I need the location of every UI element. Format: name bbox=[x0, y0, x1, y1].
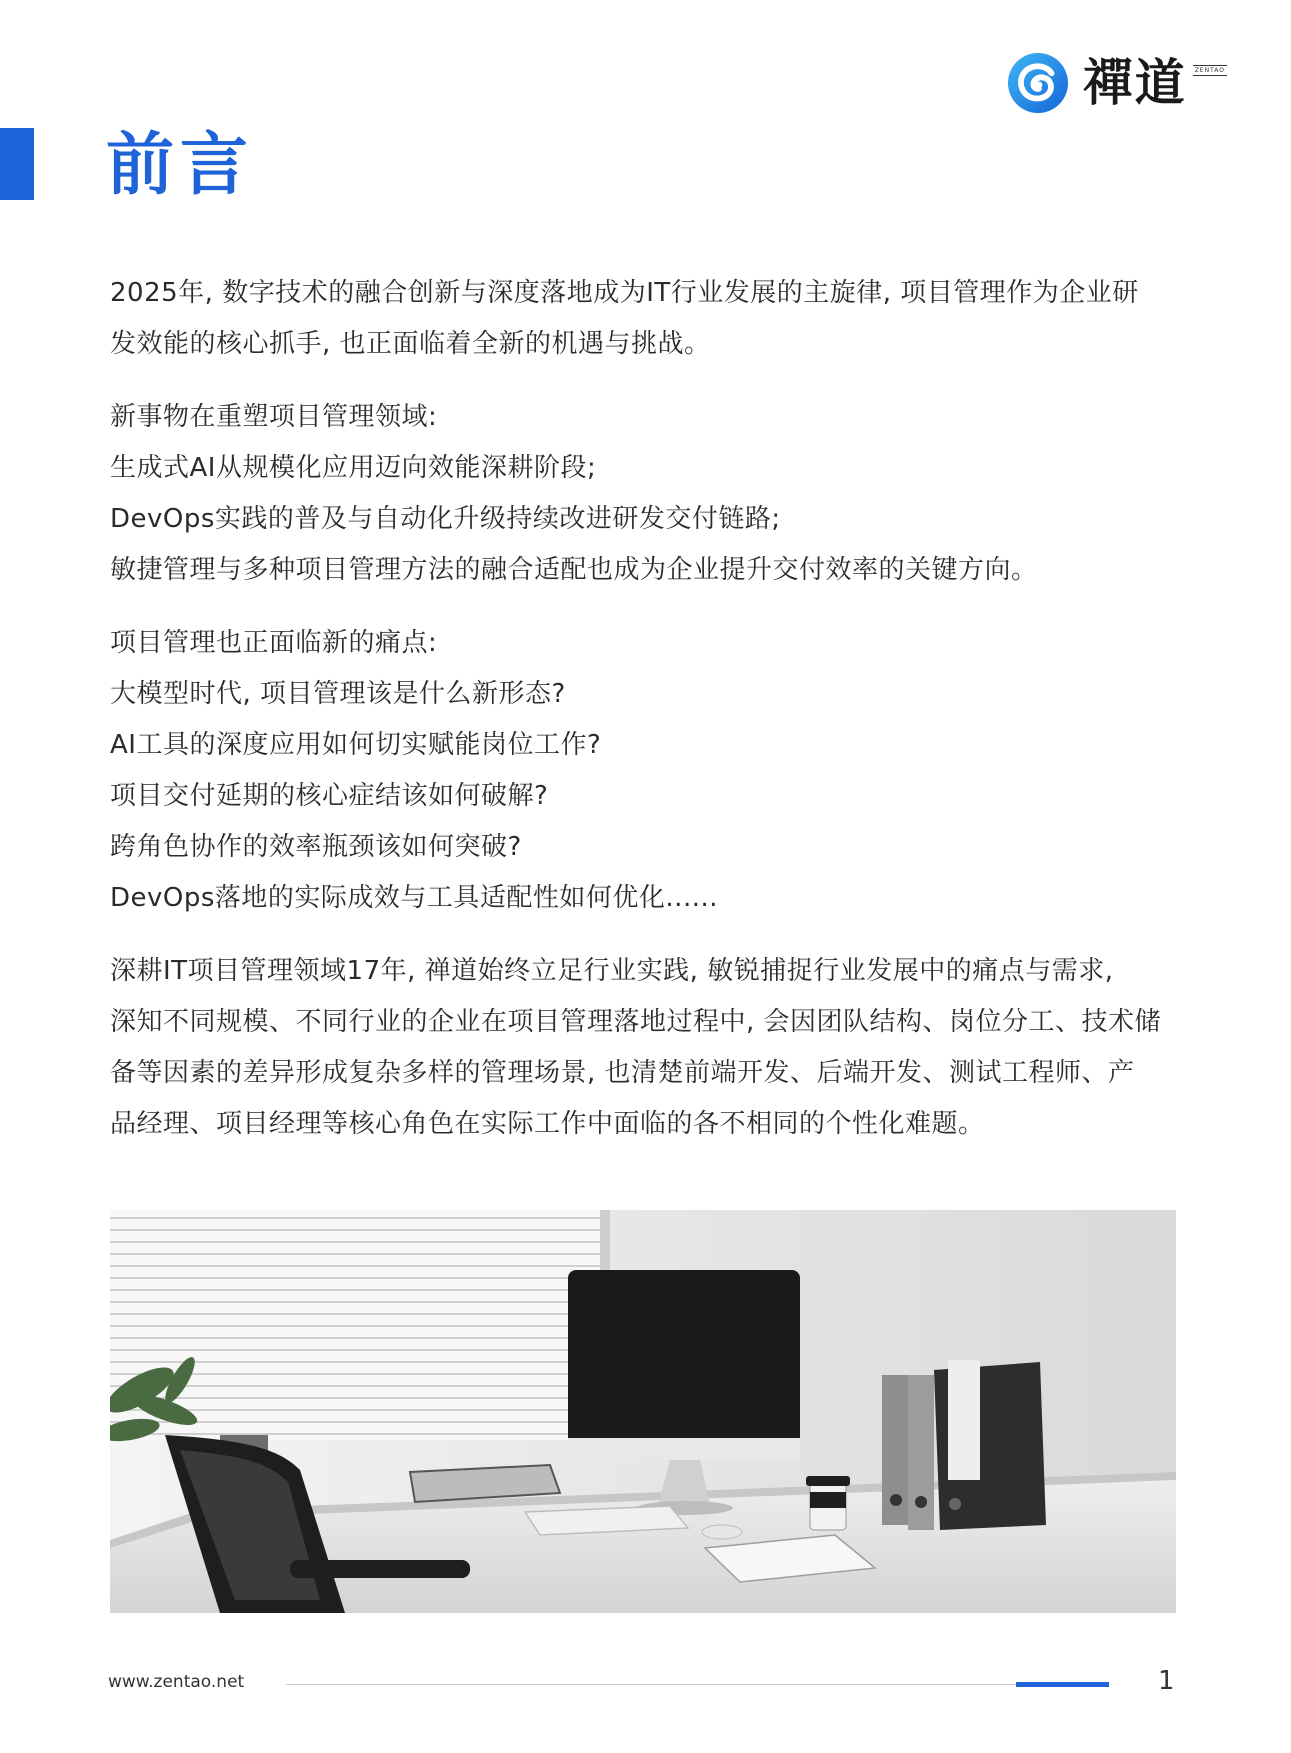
brand-logo bbox=[1007, 52, 1227, 114]
intro-line: 2025年, 数字技术的融合创新与深度落地成为IT行业发展的主旋律, 项目管理作为企业研 bbox=[110, 278, 1139, 308]
intro-paragraph bbox=[110, 268, 1176, 370]
new-things-item: 生成式AI从规模化应用迈向效能深耕阶段; bbox=[110, 453, 597, 483]
intro-line: 发效能的核心抓手, 也正面临着全新的机遇与挑战。 bbox=[110, 329, 711, 359]
closing-line: 品经理、项目经理等核心角色在实际工作中面临的各不相同的个性化难题。 bbox=[110, 1109, 985, 1139]
new-things-item: 敏捷管理与多种项目管理方法的融合适配也成为企业提升交付效率的关键方向。 bbox=[110, 555, 1038, 585]
closing-paragraph bbox=[110, 946, 1176, 1150]
closing-line: 备等因素的差异形成复杂多样的管理场景, 也清楚前端开发、后端开发、测试工程师、产 bbox=[110, 1058, 1135, 1088]
brand-tagline: ZENTAO bbox=[1194, 66, 1225, 74]
zentao-logo-icon bbox=[1007, 52, 1069, 114]
body-content bbox=[110, 268, 1176, 1172]
pain-point-item: DevOps落地的实际成效与工具适配性如何优化...... bbox=[110, 883, 719, 913]
closing-line: 深耕IT项目管理领域17年, 禅道始终立足行业实践, 敏锐捕捉行业发展中的痛点与需求, bbox=[110, 956, 1114, 986]
pain-points-section bbox=[110, 618, 1176, 924]
pain-point-item: 大模型时代, 项目管理该是什么新形态? bbox=[110, 679, 566, 709]
pain-point-item: 项目交付延期的核心症结该如何破解? bbox=[110, 781, 549, 811]
new-things-item: DevOps实践的普及与自动化升级持续改进研发交付链路; bbox=[110, 504, 781, 534]
brand-name: 禪道 bbox=[1082, 53, 1187, 112]
file-binders-icon bbox=[882, 1360, 1046, 1530]
page-title: 前言 bbox=[106, 126, 255, 205]
closing-line: 深知不同规模、不同行业的企业在项目管理落地过程中, 会因团队结构、岗位分工、技术储 bbox=[110, 1007, 1162, 1037]
footer-website-link[interactable]: www.zentao.net bbox=[108, 1672, 245, 1692]
pain-points-heading: 项目管理也正面临新的痛点: bbox=[110, 628, 438, 658]
office-desk-photo bbox=[110, 1210, 1176, 1613]
pain-point-item: AI工具的深度应用如何切实赋能岗位工作? bbox=[110, 730, 602, 760]
pain-point-item: 跨角色协作的效率瓶颈该如何突破? bbox=[110, 832, 522, 862]
footer-accent-bar bbox=[1016, 1682, 1109, 1687]
footer-divider bbox=[286, 1684, 1109, 1685]
page-number: 1 bbox=[1158, 1666, 1175, 1696]
title-accent-bar bbox=[0, 128, 34, 200]
office-desk-illustration bbox=[110, 1210, 1176, 1613]
coffee-cup-icon bbox=[806, 1476, 850, 1530]
new-things-heading: 新事物在重塑项目管理领域: bbox=[110, 402, 438, 432]
new-things-section bbox=[110, 392, 1176, 596]
